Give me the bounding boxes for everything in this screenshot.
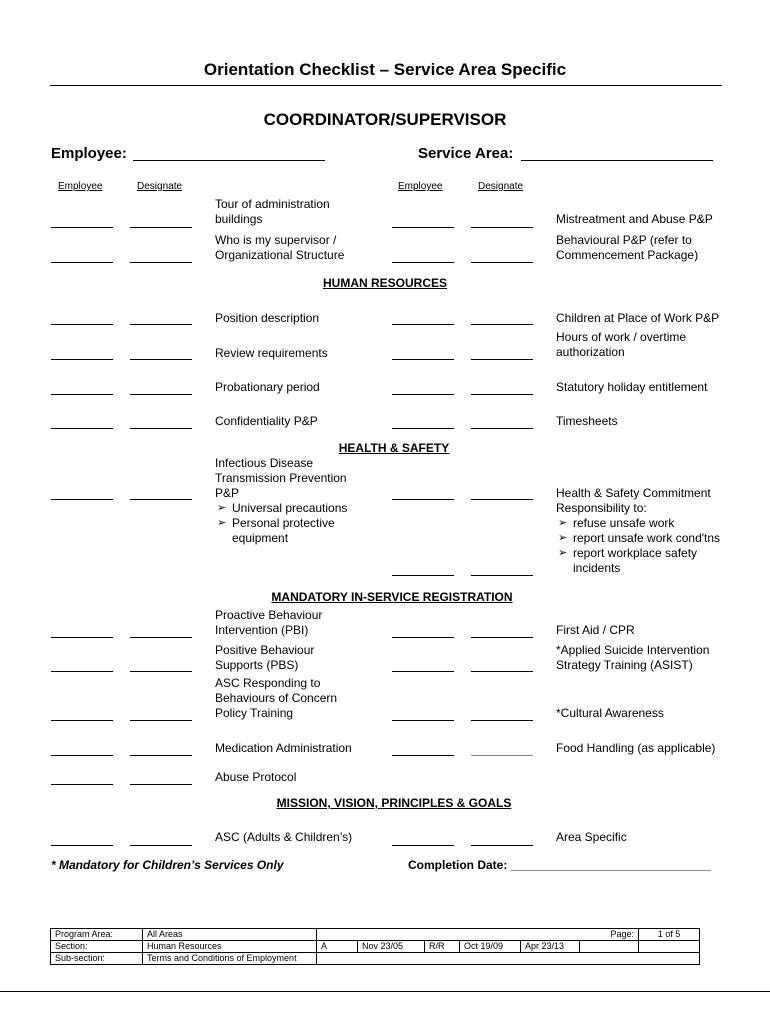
item-statutory: Statutory holiday entitlement [556, 380, 708, 394]
item-probation: Probationary period [215, 380, 320, 394]
bullet-report-unsafe: ➢ report unsafe work cond'tns [556, 531, 720, 546]
item-hours: Hours of work / overtime authorization [556, 330, 687, 359]
signature-line[interactable] [51, 784, 113, 785]
signature-line[interactable] [392, 262, 454, 263]
section-health-safety: HEALTH & SAFETY [338, 441, 450, 455]
signature-line[interactable] [130, 394, 192, 395]
signature-line[interactable] [130, 784, 192, 785]
signature-line[interactable] [130, 227, 192, 228]
signature-line[interactable] [471, 845, 533, 846]
section-value: Human Resources [143, 941, 317, 953]
signature-line[interactable] [130, 359, 192, 360]
page-bottom-rule [0, 991, 770, 992]
item-confidentiality: Confidentiality P&P [215, 414, 318, 428]
subsection-label: Sub-section: [51, 953, 143, 965]
program-area-value: All Areas [143, 929, 317, 941]
item-children: Children at Place of Work P&P [556, 311, 720, 325]
date-created: Nov 23/05 [358, 941, 425, 953]
signature-line[interactable] [130, 720, 192, 721]
item-hs-commitment: Health & Safety Commitment Responsibility to: ➢ refuse unsafe work ➢ report unsafe work cond'tns ➢ report workplace safety incidents [556, 486, 720, 576]
service-area-field[interactable] [521, 146, 713, 161]
signature-line[interactable] [392, 845, 454, 846]
signature-line[interactable] [51, 720, 113, 721]
signature-line[interactable] [51, 428, 113, 429]
signature-line[interactable] [392, 671, 454, 672]
signature-line[interactable] [130, 845, 192, 846]
item-mistreatment: Mistreatment and Abuse P&P [556, 212, 713, 226]
bullet-refuse-unsafe: ➢ refuse unsafe work [556, 516, 720, 531]
signature-line[interactable] [471, 637, 533, 638]
revision-rr: R/R [425, 941, 460, 953]
employee-field[interactable] [133, 146, 325, 161]
signature-line[interactable] [51, 755, 113, 756]
blank-cell [580, 941, 639, 953]
signature-line[interactable] [471, 394, 533, 395]
item-review: Review requirements [215, 346, 328, 360]
document-control-table [50, 928, 700, 965]
bullet-personal-protective: ➢ Personal protective [215, 516, 347, 531]
signature-line[interactable] [130, 755, 192, 756]
signature-line[interactable] [51, 499, 113, 500]
signature-line[interactable] [392, 755, 454, 756]
subsection-value: Terms and Conditions of Employment [143, 953, 317, 965]
signature-line[interactable] [392, 359, 454, 360]
signature-line[interactable] [471, 324, 533, 325]
signature-line[interactable] [392, 720, 454, 721]
signature-line[interactable] [392, 428, 454, 429]
item-medication: Medication Administration [215, 741, 352, 755]
item-asist: *Applied Suicide Intervention Strategy Training (ASIST) [556, 643, 710, 672]
date-revised: Oct 19/09 [460, 941, 521, 953]
col-designate-right: Designate [478, 181, 524, 192]
signature-line[interactable] [471, 720, 533, 721]
col-employee-left: Employee [58, 181, 103, 192]
signature-line[interactable] [51, 394, 113, 395]
item-behavioural: Behavioural P&P (refer to Commencement Package) [556, 233, 699, 262]
signature-line[interactable] [392, 499, 454, 500]
section-mandatory-inservice: MANDATORY IN-SERVICE REGISTRATION [271, 590, 513, 604]
service-area-label: Service Area: [418, 145, 514, 162]
signature-line[interactable] [51, 637, 113, 638]
signature-line[interactable] [51, 227, 113, 228]
signature-line[interactable] [471, 671, 533, 672]
signature-line[interactable] [51, 262, 113, 263]
signature-line[interactable] [51, 671, 113, 672]
signature-line[interactable] [51, 359, 113, 360]
signature-line[interactable] [130, 262, 192, 263]
signature-line[interactable] [130, 637, 192, 638]
signature-line[interactable] [51, 324, 113, 325]
item-cultural: *Cultural Awareness [556, 706, 664, 720]
revision-a: A [317, 941, 358, 953]
signature-line[interactable] [392, 394, 454, 395]
document-title: Orientation Checklist – Service Area Specific [203, 60, 567, 79]
section-human-resources: HUMAN RESOURCES [322, 276, 447, 290]
bullet-universal-precautions: ➢ Universal precautions [215, 501, 347, 516]
col-employee-right: Employee [398, 181, 443, 192]
item-abuse-protocol: Abuse Protocol [215, 770, 297, 784]
date-reviewed: Apr 23/13 [521, 941, 580, 953]
page-label: Page: [317, 929, 639, 941]
item-tour: Tour of administration buildings [215, 197, 330, 226]
item-infectious-disease: Infectious Disease Transmission Prevention P&P ➢ Universal precautions ➢ Personal protective equipment [215, 456, 347, 546]
employee-label: Employee: [51, 145, 127, 162]
signature-line[interactable] [130, 324, 192, 325]
section-mission: MISSION, VISION, PRINCIPLES & GOALS [276, 796, 512, 810]
blank-cell [317, 953, 700, 965]
completion-date[interactable]: Completion Date: ______________________________ [408, 858, 711, 872]
signature-line[interactable] [130, 671, 192, 672]
signature-line[interactable] [471, 575, 533, 576]
mandatory-footnote: * Mandatory for Children’s Services Only [51, 858, 284, 872]
signature-line[interactable] [392, 575, 454, 576]
signature-line[interactable] [392, 324, 454, 325]
item-area-specific: Area Specific [556, 830, 627, 844]
item-supervisor: Who is my supervisor / Organizational Structure [215, 233, 345, 262]
item-asc-responding: ASC Responding to Behaviours of Concern Policy Training [215, 676, 338, 720]
signature-line[interactable] [471, 262, 533, 263]
item-position: Position description [215, 311, 320, 325]
signature-line[interactable] [471, 755, 533, 756]
page-value: 1 of 5 [639, 929, 700, 941]
blank-cell [639, 941, 700, 953]
item-first-aid: First Aid / CPR [556, 623, 635, 637]
bullet-report-workplace: ➢ report workplace safety [556, 546, 720, 561]
title-underline [50, 85, 722, 86]
signature-line[interactable] [471, 359, 533, 360]
signature-line[interactable] [392, 637, 454, 638]
signature-line[interactable] [471, 428, 533, 429]
signature-line[interactable] [471, 499, 533, 500]
signature-line[interactable] [130, 428, 192, 429]
item-pbi: Proactive Behaviour Intervention (PBI) [215, 608, 323, 637]
signature-line[interactable] [51, 845, 113, 846]
program-area-label: Program Area: [51, 929, 143, 941]
item-asc-adults: ASC (Adults & Children’s) [215, 830, 353, 844]
signature-line[interactable] [392, 227, 454, 228]
item-timesheets: Timesheets [556, 414, 618, 428]
item-food-handling: Food Handling (as applicable) [556, 741, 716, 755]
signature-line[interactable] [471, 227, 533, 228]
col-designate-left: Designate [137, 181, 183, 192]
signature-line[interactable] [130, 499, 192, 500]
section-label: Section: [51, 941, 143, 953]
document-subtitle: COORDINATOR/SUPERVISOR [263, 110, 507, 129]
item-pbs: Positive Behaviour Supports (PBS) [215, 643, 315, 672]
